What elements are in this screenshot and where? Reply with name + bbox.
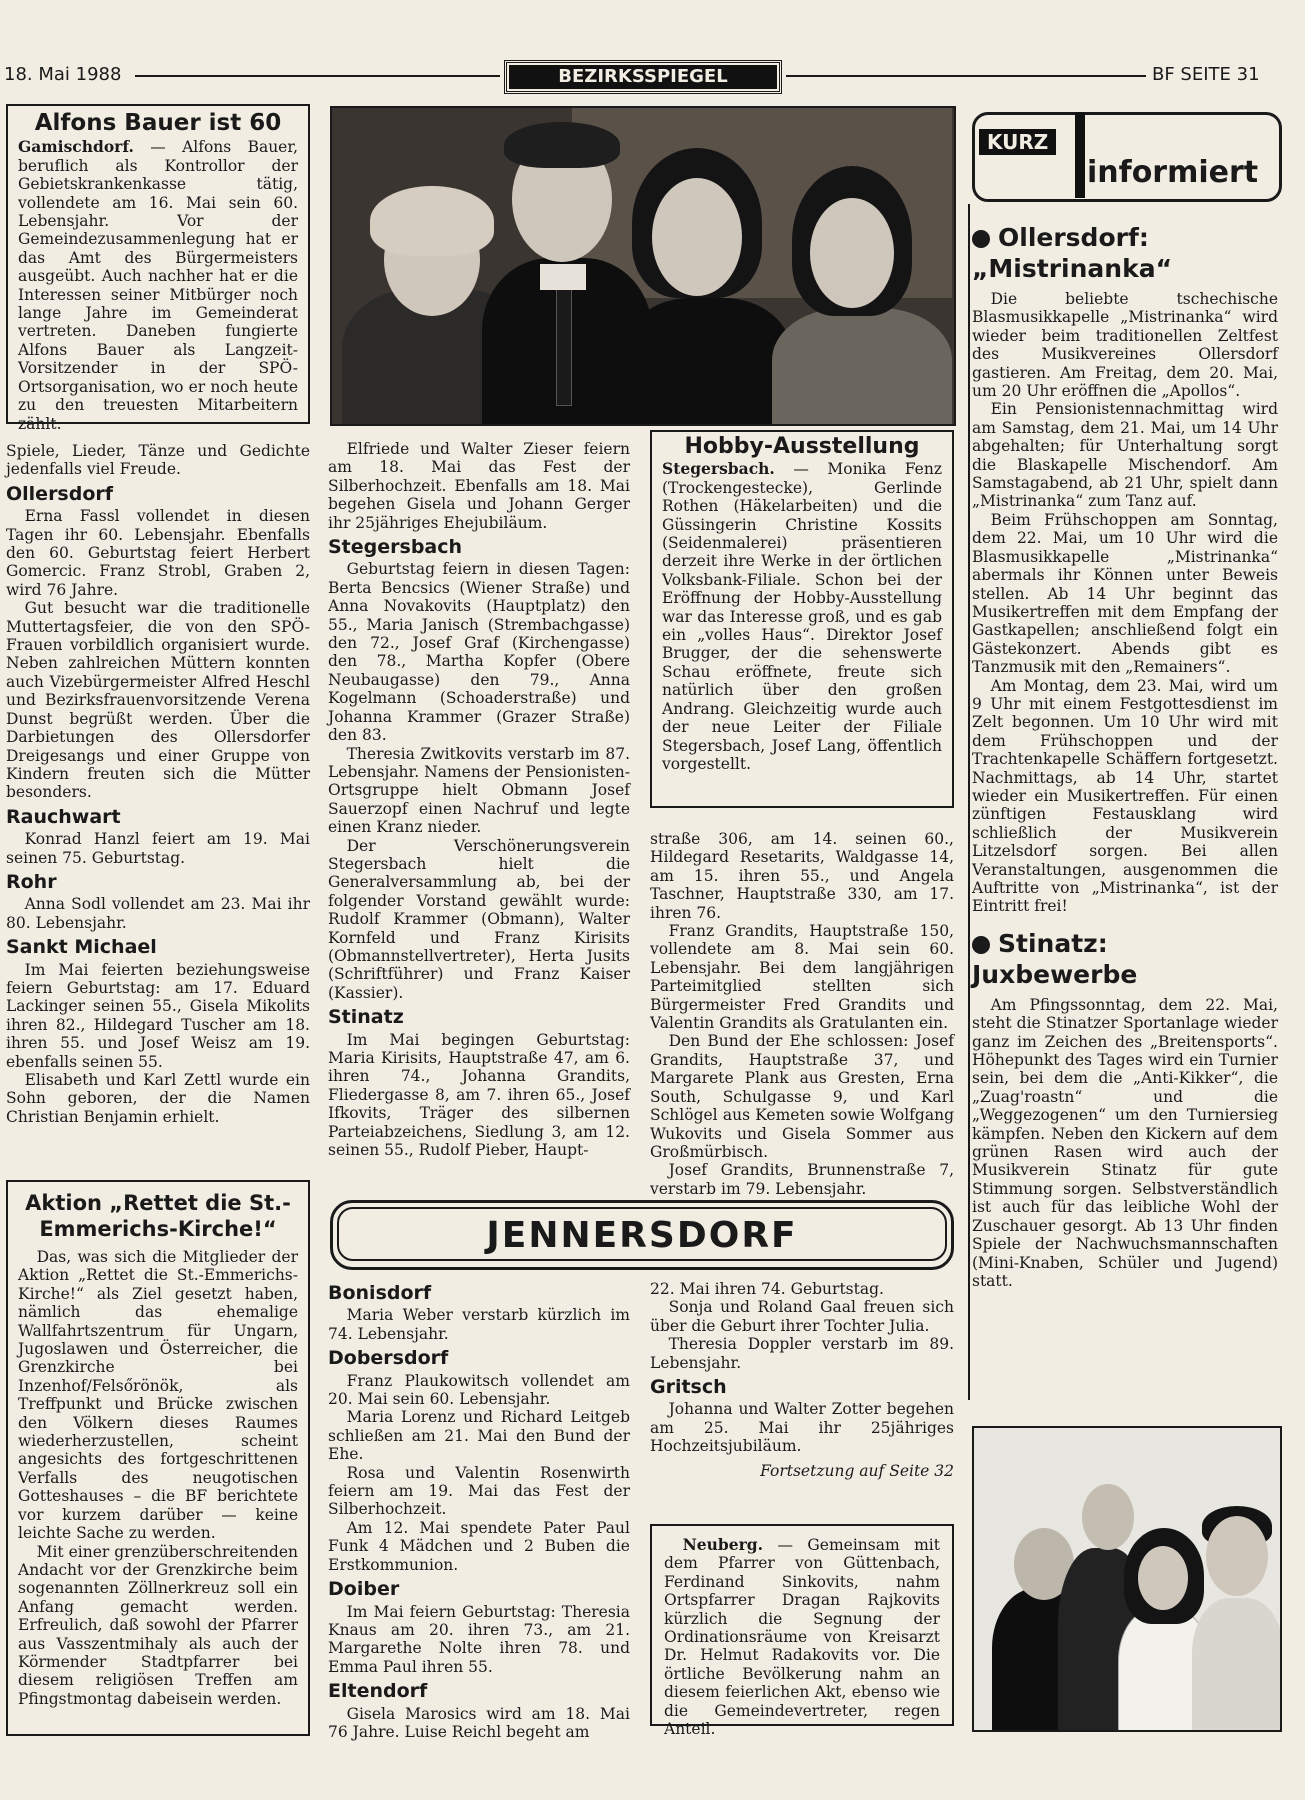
header-section (504, 60, 782, 94)
heading-sankt-michael: Sankt Michael (6, 936, 157, 959)
informiert-label: informiert (1087, 155, 1259, 190)
kurz-divider (1075, 112, 1085, 198)
header-rule-right (786, 75, 1146, 77)
hobby-body: — Monika Fenz (Trockengestecke), Gerlinde Rothen (Häkelarbeiten) und die Güssingerin Christine Kossits (Seidenmalerei) präsentieren derzeit ihre Werke in der örtlichen Volksbank-Filiale. Schon bei der Eröffnung der Hobby-Ausstellung war das Interesse groß, und es gab ein „volles Haus“. Direktor Josef Brugger, der die sehenswerte Schau eröffnete, freute sich natürlich über den großen Andrang. Gleichzeitig wurde auch der neue Leiter der Filiale Stegersbach, Josef Lang, öffentlich vorgestellt. (662, 460, 942, 773)
header-page: BF SEITE 31 (1152, 64, 1260, 85)
stegersbach-p2: Theresia Zwitkovits verstarb im 87. Lebensjahr. Namens der Pensionisten-Ortsgruppe hielt Obmann Josef Sauerzopf einen Nachruf und legte einen Kranz nieder. (328, 744, 630, 837)
kurz-column-rule (968, 204, 970, 1400)
aktion-title: Aktion „Rettet die St.-Emmerichs-Kirche!“ (25, 1191, 291, 1241)
photo2-person-4 (1192, 1598, 1282, 1732)
heading-rauchwart: Rauchwart (6, 805, 121, 828)
neuberg-box (650, 1524, 954, 1739)
doiber-p: Im Mai feiern Geburtstag: Theresia Knaus am 20. ihren 73., am 21. Margarethe Nolte ihren 78. und Emma Paul ihren 55. (328, 1602, 630, 1676)
stegersbach-p3: Der Verschönerungsverein Stegersbach hielt die Generalversammlung ab, bei der folgender Vorstand gewählt wurde: Rudolf Krammer (Obmann), Walter Kornfeld und Franz Kirisits (Obmannstellvertreter), Herta Jusits (Schriftführer) und Franz Kaiser (Kassier). (328, 836, 630, 1002)
gritsch-p: Johanna und Walter Zotter begehen am 25. Mai ihr 25jähriges Hochzeitsjubiläum. (650, 1400, 954, 1456)
heading-stegersbach: Stegersbach (328, 536, 463, 559)
stinatz-p: Im Mai begingen Geburtstag: Maria Kirisits, Hauptstraße 47, am 6. ihren 74., Johanna Grandits, Fliedergasse 8, am 7. ihren 65., Josef Ifkovits, Träger des silbernen Parteiabzeichens, Siedlung 3, am 12. seinen 55., Rudolf Pieber, Haupt- (328, 1030, 630, 1160)
bauer-body: — Alfons Bauer, beruflich als Kontrollor der Gebietskrankenkasse tätig, vollendete am 16. Mai sein 60. Lebensjahr. Vor der Gemeindezusammenlegung hat er das Amt des Bürgermeisters ausgeübt. Auch nachher hat er die Interessen seiner Mitbürger noch lange Jahre im Gemeinderat vertreten. Daneben fungierte Alfons Bauer als Langzeit-Vorsitzender in der SPÖ-Ortsorganisation, wo er noch heute zu den treuesten Mitarbeitern zählt. (18, 138, 298, 433)
col3-p2: Franz Grandits, Hauptstraße 150, vollendete am 8. Mai sein 60. Lebensjahr. Bei dem langjährigen Parteimitglied stellten sich Bürgermeister Fred Grandits und Valentin Grandits als Gratulanten ein. (650, 922, 954, 1033)
kurz-p3: Beim Frühschoppen am Sonntag, dem 22. Mai, um 10 Uhr wird die Blasmusikkapelle „Mistrinanka“ abermals ihr Können unter Beweis stellen. Ab 14 Uhr beginnt das Musikertreffen mit dem Empfang der Gastkapellen; anschließend folgt ein Gästekonzert. Abends gibt es Tanzmusik mit den „Remainers“. (972, 510, 1278, 677)
column-2 (328, 440, 630, 1159)
photo-person-4-head (810, 198, 894, 308)
bauer-place: Gamischdorf. (18, 137, 134, 157)
stegersbach-p1: Geburtstag feiern in diesen Tagen: Berta Bencsics (Wiener Straße) und Anna Novakovits (Hauptplatz) den 55., Maria Janisch (Strembachgasse) den 72., Josef Graf (Kirchengasse) den 78., Martha Kopfer (Obere Neubaugasse) den 79., Anna Kogelmann (Schoaderstraße) und Johanna Krammer (Grazer Straße) den 83. (328, 560, 630, 745)
bonisdorf-p: Maria Weber verstarb kürzlich im 74. Lebensjahr. (328, 1306, 630, 1343)
bauer-box (6, 104, 310, 433)
aktion-box (6, 1180, 310, 1736)
col3-p4: Josef Grandits, Brunnenstraße 7, verstarb im 79. Lebensjahr. (650, 1161, 954, 1198)
col1-intro: Spiele, Lieder, Tänze und Gedichte jedenfalls viel Freude. (6, 442, 310, 479)
kurz-informiert-logo (972, 112, 1282, 202)
jennersdorf-r-p1: 22. Mai ihren 74. Geburtstag. (650, 1280, 884, 1298)
hobby-text (662, 460, 942, 773)
jennersdorf-r-p2: Sonja und Roland Gaal freuen sich über die Geburt ihrer Tochter Julia. (650, 1298, 954, 1335)
photo2-person-4-head (1206, 1516, 1268, 1596)
section-label: BEZIRKSSPIEGEL (509, 65, 777, 89)
ollersdorf-p1: Erna Fassl vollendet in diesen Tagen ihr 60. Lebensjahr. Ebenfalls den 60. Geburtstag feiert Herbert Gomercic. Franz Strobl, Graben 2, wird 76 Jahre. (6, 507, 310, 599)
heading-eltendorf: Eltendorf (328, 1680, 428, 1703)
michael-p1: Im Mai feierten beziehungsweise feiern Geburtstag: am 17. Eduard Lackinger seinen 55., Gisela Mikolits ihren 82., Hildegard Tuscher am 18. ihren 55. und Josef Weisz am 19. ebenfalls seinen 55. (6, 960, 310, 1071)
jennersdorf-banner (330, 1200, 954, 1270)
dobersdorf-p1: Franz Plaukowitsch vollendet am 20. Mai sein 60. Lebensjahr. (328, 1371, 630, 1409)
jennersdorf-r-p3: Theresia Doppler verstarb im 89. Lebensjahr. (650, 1335, 954, 1372)
jennersdorf-col-left (328, 1278, 630, 1741)
kurz-heading-2 (972, 928, 1278, 990)
header-date: 18. Mai 1988 (4, 64, 122, 85)
jennersdorf-label: JENNERSDORF (337, 1207, 947, 1261)
rauchwart-p: Konrad Hanzl feiert am 19. Mai seinen 75. Geburtstag. (6, 830, 310, 867)
bauer-text (18, 138, 298, 433)
group-photo (330, 106, 956, 426)
fortsetzung-link[interactable]: Fortsetzung auf Seite 32 (760, 1461, 954, 1480)
kurz-label: KURZ (979, 129, 1056, 155)
hobby-title: Hobby-Ausstellung (684, 434, 920, 459)
hobby-place: Stegersbach. (662, 459, 775, 479)
neuberg-place: Neuberg. (682, 1535, 763, 1554)
heading-gritsch: Gritsch (650, 1376, 727, 1399)
heading-ollersdorf: Ollersdorf (6, 482, 114, 505)
photo-person-2-shirt (540, 264, 586, 290)
col3-p3: Den Bund der Ehe schlossen: Josef Grandits, Hauptstraße 37, und Margarete Plank aus Gresten, Erna South, Schulgasse 9, und Karl Schlögel aus Kemeten sowie Wolfgang Wukovits und Gisela Sommer aus Großmürbisch. (650, 1032, 954, 1161)
kurz-heading-1 (972, 222, 1278, 284)
dobersdorf-p4: Am 12. Mai spendete Pater Paul Funk 4 Mädchen und 2 Buben die Erstkommunion. (328, 1518, 630, 1574)
dobersdorf-p2: Maria Lorenz und Richard Leitgeb schließen am 21. Mai den Bund der Ehe. (328, 1408, 630, 1464)
photo-person-4 (772, 308, 952, 426)
hobby-box (650, 430, 954, 808)
heading-doiber: Doiber (328, 1578, 400, 1601)
col3-p1: straße 306, am 14. seinen 60., Hildegard Resetarits, Waldgasse 14, am 15. ihren 55., und Angela Taschner, Hauptstraße 330, am 17. ihren 76. (650, 830, 954, 922)
neuberg-text (664, 1536, 940, 1738)
heading-bonisdorf: Bonisdorf (328, 1282, 432, 1304)
rohr-p: Anna Sodl vollendet am 23. Mai ihr 80. Lebensjahr. (6, 895, 310, 932)
photo-person-2-tie (556, 274, 572, 406)
bullet-icon (972, 936, 990, 954)
photo2-person-2-head (1082, 1484, 1134, 1550)
dobersdorf-p3: Rosa und Valentin Rosenwirth feiern am 19. Mai das Fest der Silberhochzeit. (328, 1463, 630, 1519)
photo-person-3 (622, 298, 792, 426)
header-rule-left (135, 75, 500, 77)
neuberg-body: — Gemeinsam mit dem Pfarrer von Güttenbach, Ferdinand Sinkovits, nahm Ortspfarrer Dragan Rajkovits kürzlich die Segnung der Ordinationsräume von Kreisarzt Dr. Helmut Radakovits vor. Die örtliche Bevölkerung nahm an diesem feierlichen Akt, ebenso wie die Gemeindevertreter, regen Anteil. (664, 1536, 940, 1739)
aktion-p1: Das, was sich die Mitglieder der Aktion „Rettet die St.-Emmerichs-Kirche!“ als Ziel gesetzt haben, nämlich das ehemalige Wallfahrtszentrum für Ungarn, Jugoslawen und Österreicher, die Grenzkirche bei Inzenhof/Felsőrönök, als Treffpunkt und Brücke zwischen den Völkern dieses Raumes wiederherzustellen, scheint angesichts des fortgeschrittenen Verfalls des neugotischen Gotteshauses – die BF berichtete vor kurzem darüber — keine leichte Sache zu werden. (18, 1248, 298, 1543)
heading-rohr: Rohr (6, 870, 57, 893)
kurz-p1: Die beliebte tschechische Blasmusikkapelle „Mistrinanka“ wird wieder beim traditionellen Zeltfest des Musikvereines Ollersdorf gastieren. Am Freitag, dem 20. Mai, um 20 Uhr eröffnen die „Apollos“. (972, 290, 1278, 401)
heading-dobersdorf: Dobersdorf (328, 1347, 449, 1370)
column-3 (650, 830, 954, 1198)
kurz-heading-1-text: Ollersdorf: „Mistrinanka“ (972, 223, 1172, 283)
zieser-p: Elfriede und Walter Zieser feiern am 18. Mai das Fest der Silberhochzeit. Ebenfalls am 18. Mai begehen Gisela und Johann Gerger ihr 25jähriges Ehejubiläum. (328, 440, 630, 532)
photo2-person-3-head (1138, 1546, 1188, 1610)
jennersdorf-col-right (650, 1280, 954, 1480)
kurz-heading-2-text: Stinatz: Juxbewerbe (972, 928, 1138, 989)
bullet-icon (972, 230, 990, 248)
eltendorf-p: Gisela Marosics wird am 18. Mai 76 Jahre. Luise Reichl begeht am (328, 1704, 630, 1741)
kurz-p5: Am Pfingssonntag, dem 22. Mai, steht die Stinatzer Sportanlage wieder ganz im Zeichen des „Breitensports“. Höhepunkt des Tages wird ein Turnier sein, bei dem die „Anti-Kikker“, die „Zuag'roastn“ und die „Weggezogenen“ um den Turniersieg kämpfen. Neben den Kickern auf dem grünen Rasen wird auch der Musikverein Stinatz für gute Stimmung sorgen. Selbstverständlich ist auch für das leibliche Wohl der Zuschauer gesorgt. Ab 13 Uhr finden Spiele der Nachwuchsmannschaften (Mini-Knaben, Schüler und Jugend) statt. (972, 995, 1278, 1290)
kurz-p2: Ein Pensionistennachmittag wird am Samstag, dem 21. Mai, um 14 Uhr abgehalten; für Unterhaltung sorgt die Blaskapelle Mischendorf. Am Samstagabend, ab 21 Uhr, spielt dann „Mistrinanka“ zum Tanz auf. (972, 400, 1278, 511)
ollersdorf-p2: Gut besucht war die traditionelle Muttertagsfeier, die von den SPÖ-Frauen vorbildlich organisiert wurde. Neben zahlreichen Müttern konnten auch Vizebürgermeister Alfred Heschl und Bezirksfrauenvorsitzende Verena Dunst begrüßt werden. Über die Darbietungen des Ollersdorfer Dreigesangs und einer Gruppe von Kindern freuten sich die Mütter besonders. (6, 599, 310, 802)
photo-person-3-head (652, 178, 742, 296)
photo-person-1-hair (370, 186, 494, 256)
neuberg-photo (972, 1426, 1282, 1732)
michael-p2: Elisabeth und Karl Zettl wurde ein Sohn geboren, der die Namen Christian Benjamin erhielt. (6, 1071, 310, 1126)
kurz-column (972, 222, 1278, 1290)
bauer-title: Alfons Bauer ist 60 (34, 110, 282, 136)
aktion-p2: Mit einer grenzüberschreitenden Andacht vor der Grenzkirche beim sogenannten Zöllnerkreuz soll ein Anfang gemacht werden. Erfreulich, daß sowohl der Pfarrer aus Vasszentmihaly als auch der Körmender Stadtpfarrer bei diesem religiösen Treffen am Pfingstmontag dabeisein werden. (18, 1542, 298, 1708)
heading-stinatz: Stinatz (328, 1006, 404, 1029)
kurz-p4: Am Montag, dem 23. Mai, wird um 9 Uhr mit einem Festgottesdienst im Zelt begonnen. Um 10 Uhr wird mit dem Frühschoppen und der Trachtenkapelle Schäffern fortgesetzt. Nachmittags, ab 14 Uhr, startet wieder ein Musikertreffen. Für einen zünftigen Festausklang wird schließlich der Musikverein Litzelsdorf sorgen. Bei allen Veranstaltungen, ausgenommen die Auftritte von „Mistrinanka“, ist der Eintritt frei! (972, 676, 1278, 916)
photo-person-2-hair (504, 122, 620, 168)
column-1 (6, 442, 310, 1126)
